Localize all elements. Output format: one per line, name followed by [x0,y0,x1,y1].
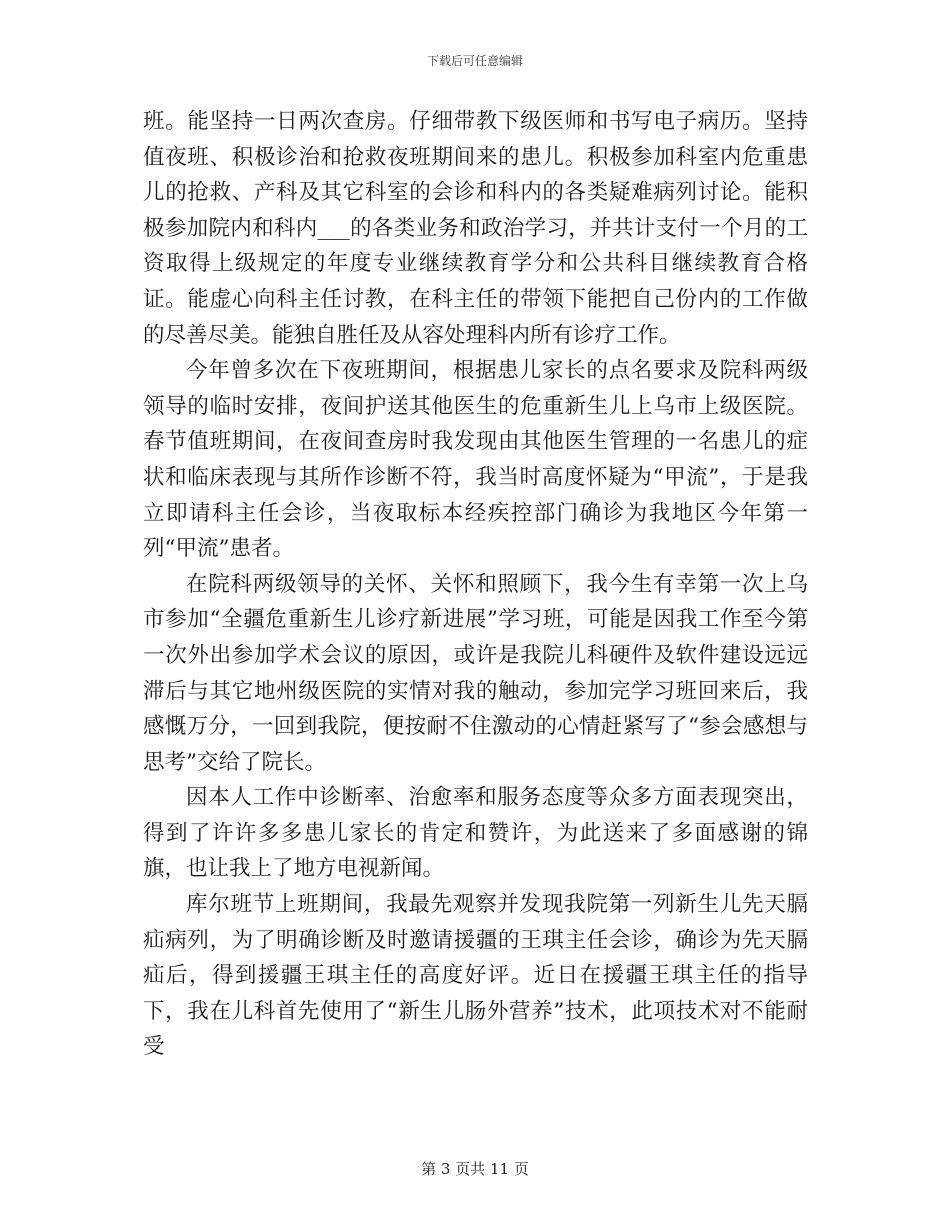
paragraph-1: 班。能坚持一日两次查房。仔细带教下级医师和书写电子病历。坚持值夜班、积极诊治和抢救夜班期间来的患儿。积极参加科室内危重患儿的抢救、产科及其它科室的会诊和科内的各类疑难病列讨论。能积极参加院内和科内___的各类业务和政治学习，并共计支付一个月的工资取得上级规定的年度专业继续教育学分和公共科目继续教育合格证。能虚心向科主任讨教，在科主任的带领下能把自己份内的工作做的尽善尽美。能独自胜任及从容处理科内所有诊疗工作。 [143,109,808,348]
paragraph-2: 今年曾多次在下夜班期间，根据患儿家长的点名要求及院科两级领导的临时安排，夜间护送其他医生的危重新生儿上乌市上级医院。春节值班期间，在夜间查房时我发现由其他医生管理的一名患儿的症状和临床表现与其所作诊断不符，我当时高度怀疑为“甲流”，于是我立即请科主任会诊，当夜取标本经疾控部门确诊为我地区今年第一列“甲流”患者。 [143,358,808,562]
page-header: 下载后可任意编辑 [426,54,523,68]
paragraph-5: 库尔班节上班期间，我最先观察并发现我院第一列新生儿先天膈疝病列，为了明确诊断及时邀请援疆的王琪主任会诊，确诊为先天膈疝后，得到援疆王琪主任的高度好评。近日在援疆王琪主任的指导下，我在儿科首先使用了“新生儿肠外营养”技术，此项技术对不能耐受 [143,892,808,1060]
paragraph-4: 因本人工作中诊断率、治愈率和服务态度等众多方面表现突出，得到了许许多多患儿家长的肯定和赞许，为此送来了多面感谢的锦旗，也让我上了地方电视新闻。 [143,785,808,882]
paragraph-3: 在院科两级领导的关怀、关怀和照顾下，我今生有幸第一次上乌市参加“全疆危重新生儿诊疗新进展”学习班，可能是因我工作至今第一次外出参加学术会议的原因，或许是我院儿科硬件及软件建设远远滞后与其它地州级医院的实情对我的触动，参加完学习班回来后，我感慨万分，一回到我院，便按耐不住激动的心情赶紧写了“参会感想与思考”交给了院长。 [143,571,808,775]
page-footer: 第 3 页共 11 页 [421,1160,529,1178]
document-body [143,104,808,1065]
